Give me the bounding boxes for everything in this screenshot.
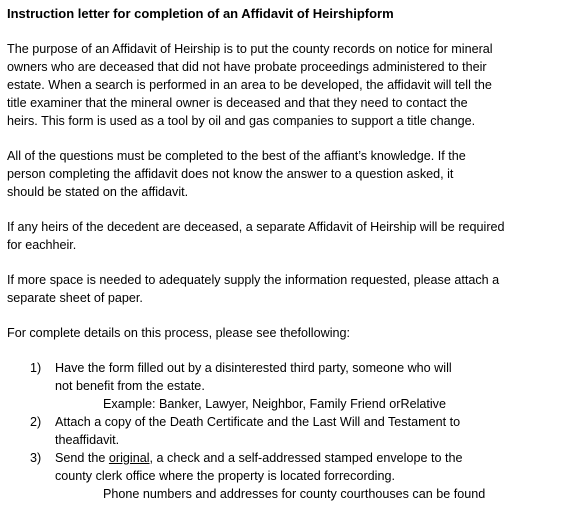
paragraph-line: estate. When a search is performed in an area to be developed, the affidavit will tell the (7, 78, 492, 92)
paragraph-line: title examiner that the mineral owner is deceased and that they need to contact the (7, 96, 468, 110)
step-line (55, 449, 557, 467)
step-line: Attach a copy of the Death Certificate and the Last Will and Testament to (55, 415, 461, 429)
paragraph-line: person completing the affidavit does not know the answer to a question asked, it (7, 167, 454, 181)
step-text: Send the (55, 451, 109, 465)
step-number: 1) (30, 361, 42, 375)
step-example: Phone numbers and addresses for county courthouses can be found (103, 487, 486, 501)
underlined-word: original (108, 451, 150, 465)
step-line: county clerk office where the property is located forrecording. (55, 469, 395, 483)
step-line: not benefit from the estate. (55, 379, 205, 393)
step-item (7, 413, 557, 449)
paragraph-line: If any heirs of the decedent are deceased, a separate Affidavit of Heirship will be required (7, 220, 505, 234)
steps-list (7, 359, 557, 503)
step-line: theaffidavit. (55, 433, 120, 447)
paragraph-line: owners who are deceased that did not have probate proceedings administered to their (7, 60, 487, 74)
step-item (7, 359, 557, 413)
step-example: Example: Banker, Lawyer, Neighbor, Family Friend orRelative (103, 397, 446, 411)
step-line: Have the form filled out by a disinterested third party, someone who will (55, 361, 452, 375)
paragraph-line: should be stated on the affidavit. (7, 185, 189, 199)
document-page (7, 5, 557, 503)
document-title: Instruction letter for completion of an Affidavit of Heirshipform (7, 6, 394, 21)
paragraph-more-space (7, 271, 557, 307)
paragraph-deceased-heirs (7, 218, 557, 254)
step-number: 2) (30, 415, 42, 429)
paragraph-line: heirs. This form is used as a tool by oil and gas companies to support a title change. (7, 114, 476, 128)
paragraph-line: The purpose of an Affidavit of Heirship is to put the county records on notice for mineral (7, 42, 493, 56)
paragraph-line: For complete details on this process, please see thefollowing: (7, 326, 351, 340)
step-item (7, 449, 557, 503)
step-number: 3) (30, 451, 42, 465)
paragraph-purpose (7, 40, 557, 130)
paragraph-line: If more space is needed to adequately supply the information requested, please attach a (7, 273, 500, 287)
step-text: , a check and a self-addressed stamped envelope to the (149, 451, 463, 465)
paragraph-details-intro (7, 324, 557, 342)
paragraph-line: separate sheet of paper. (7, 291, 143, 305)
paragraph-line: All of the questions must be completed to the best of the affiant’s knowledge. If the (7, 149, 466, 163)
paragraph-line: for eachheir. (7, 238, 77, 252)
paragraph-questions (7, 147, 557, 201)
